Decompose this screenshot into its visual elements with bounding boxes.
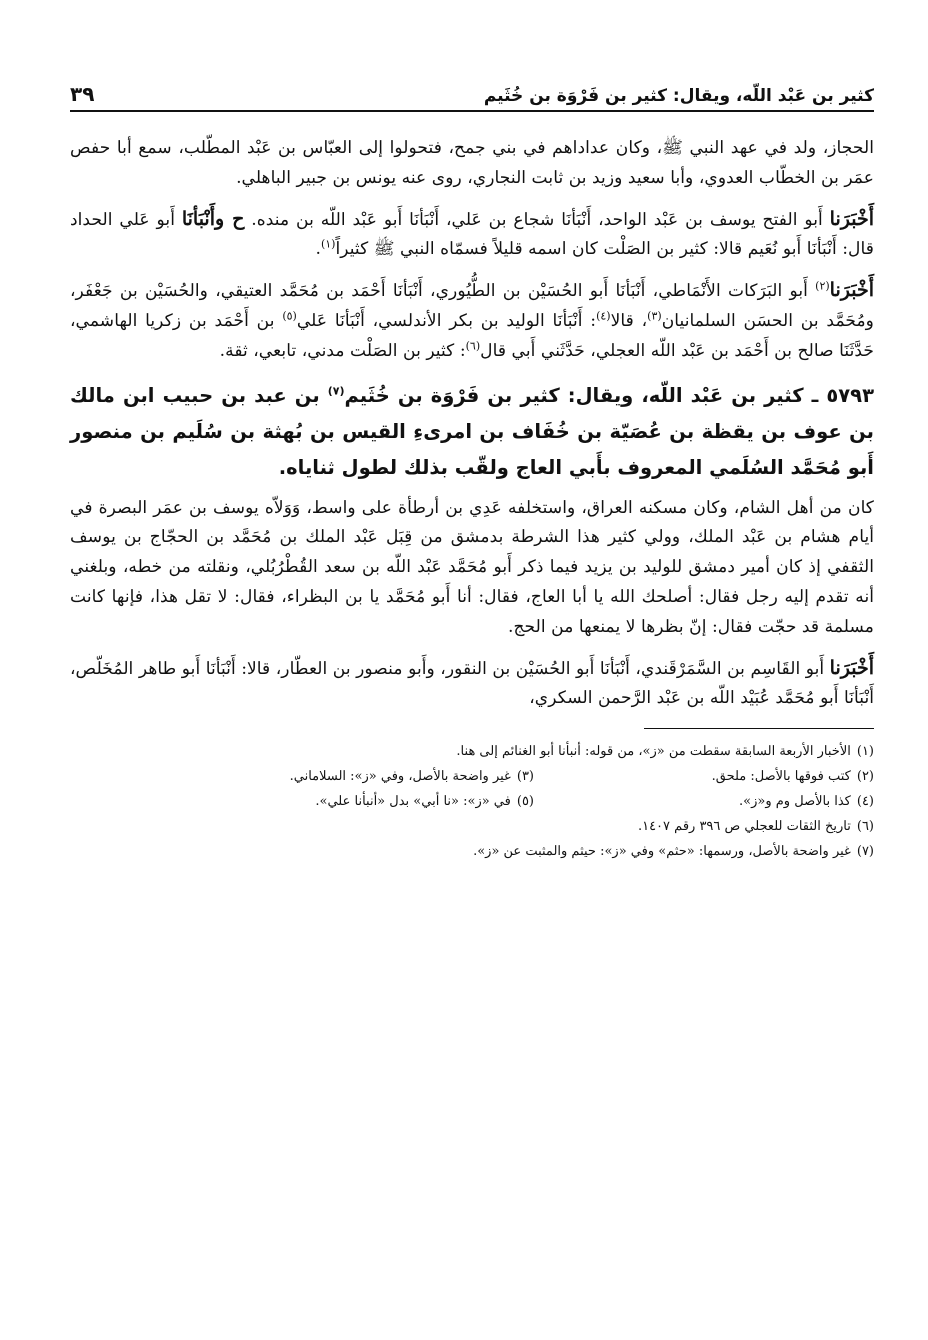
entry-title: ٥٧٩٣ ـ كثير بن عَبْد اللّه، ويقال: كثير بن فَرْوَة بن خُثَيم <box>344 383 874 407</box>
text-segment: أَبو القَاسِم بن السَّمَرْقَندي، أَنْبَأنَا أَبو الحُسَيْن بن النقور، وأَبو منصور بن العطّار، قالا: أَنْبَأنَا أَبو طاهر المُخَلّص، أَنْبَأنَا أَبو مُحَمَّد عُبَيْد اللّه بن عَبْد الرَّحمن السكري، <box>70 658 874 709</box>
footnote-ref-4[interactable]: (٤) <box>596 309 611 323</box>
text-segment: أَبو عَلي الحداد قال: أَنْبَأنَا أَبو نُعَيم قالا: كثير بن الصَلْت كان اسمه قليلاً فسمّاه النبي ﷺ كثيراً <box>70 209 874 260</box>
text-segment: : أَنْبَأنَا الوليد بن بكر الأندلسي، أَنْبَأنَا عَلي <box>296 310 597 331</box>
footnote-text: غير واضحة بالأصل، وفي «ز»: السلاماني. <box>289 769 511 785</box>
page-number: ٣٩ <box>70 82 95 106</box>
footnote-text: كذا بالأصل وم و«ز». <box>739 794 851 810</box>
footnotes <box>70 739 874 864</box>
paragraph-5 <box>70 654 874 715</box>
page-header <box>70 72 874 112</box>
keyword-akhbarana: أَخْبَرَنا <box>829 656 874 679</box>
footnote-number: (١) <box>856 744 874 760</box>
footnote-number: (٢) <box>856 769 874 785</box>
paragraph-4: كان من أهل الشام، وكان مسكنه العراق، واستخلفه عَدِي بن أرطأة على واسط، وَوَلاّه يوسف بن عمَر البصرة في أيام هشام بن عَبْد الملك، وولي كثير هذا الشرطة بدمشق من قِبَل عَبْد الملك بن مُحَمَّد بن الحجّاج بن يوسف الثقفي إذ كان أمير دمشق للوليد بن يزيد فيما ذكر أَبو مُحَمَّد عَبْد اللّه بن سعد القُطْرُبُلي، ونقلته من خطه، وبلغني أنه تقدم إليه رجل فقال: أصلحك الله يا أبا العاج، فقال: أنا أَبو مُحَمَّد يا بن البظراء، فقال: لا تقل هذا، فإنها كانت مسلمة قد حجّت فقال: إنّ بظرها لا يمنعها من الحج. <box>70 497 874 637</box>
footnote-text: في «ز»: «نا أبي» بدل «أنبأنا علي». <box>315 794 511 810</box>
footnote-2 <box>534 764 874 789</box>
footnote-row <box>70 764 874 789</box>
footnote-row <box>70 839 874 864</box>
footnote-text: غير واضحة بالأصل، ورسمها: «حثم» وفي «ز»: حيثم والمثبت عن «ز». <box>473 844 851 860</box>
main-text <box>70 134 874 714</box>
footnote-number: (٤) <box>856 794 874 810</box>
paragraph-1: الحجاز، ولد في عهد النبي ﷺ، وكان عداداهم في بني جمح، فتحولوا إلى العبّاس بن عَبْد المطّلب، سمع أبا حفص عمَر بن الخطّاب العدوي، وأبا سعيد وزيد بن ثابت النجاري، روى عنه يونس بن جبير الباهلي. <box>70 138 874 188</box>
footnote-number: (٥) <box>516 794 534 810</box>
footnote-ref-2[interactable]: (٢) <box>815 279 830 293</box>
text-segment: : كثير بن الصَلْت مدني، تابعي، ثقة. <box>219 340 466 361</box>
footnote-text: كتب فوقها بالأصل: ملحق. <box>711 769 851 785</box>
footnote-ref-5[interactable]: (٥) <box>282 309 297 323</box>
footnote-ref-7[interactable]: (٧) <box>327 384 345 398</box>
footnote-text: الأخبار الأربعة السابقة سقطت من «ز»، من قوله: أنبأنا أبو الغنائم إلى هنا. <box>456 744 851 760</box>
text-segment: أَبو البَرَكات الأَنْمَاطي، أَنْبَأنَا أَبو الحُسَيْن بن الطُّيُوري، أَنْبَأنَا أَحْمَد بن مُحَمَّد العتيقي، والحُسَيْن بن جَعْفَر، ومُحَمَّد بن الحسَن السلمانيان <box>70 281 874 331</box>
footnote-4 <box>534 789 874 814</box>
paragraph-2 <box>70 205 874 266</box>
entry-lineage: بن عبد بن حبيب ابن مالك بن عوف بن يقظة بن عُصَيّة بن خُفَاف بن امرىءِ القيس بن بُهثة بن سُلَيم بن منصور أَبو مُحَمَّد السُلَمي المعروف بأَبي العاج ولقّب بذلك لطول ثناياه. <box>70 383 874 479</box>
footnote-row <box>70 814 874 839</box>
footnote-row <box>70 789 874 814</box>
book-page <box>70 72 874 1300</box>
footnote-text: تاريخ الثقات للعجلي ص ٣٩٦ رقم ١٤٠٧. <box>637 819 851 835</box>
text-segment: بن أَحْمَد بن زكريا الهاشمي، حَدَّثَنَا صالح بن أَحْمَد بن عَبْد اللّه العجلي، حَدَّثَني أَبي قال <box>70 310 874 361</box>
footnote-1 <box>456 739 874 764</box>
text-segment: . <box>315 239 321 260</box>
entry-heading <box>70 378 874 486</box>
keyword-akhbarana: أَخْبَرَنا <box>829 279 874 302</box>
footnote-5 <box>315 789 534 814</box>
footnote-ref-1[interactable]: (١) <box>320 237 336 251</box>
footnote-number: (٧) <box>856 844 874 860</box>
running-title: كثير بن عَبْد اللّه، ويقال: كثير بن فَرْوَة بن خُثَيم <box>483 86 874 106</box>
paragraph-3 <box>70 276 874 366</box>
footnote-divider <box>644 728 874 729</box>
footnote-3 <box>290 764 534 789</box>
footnote-ref-6[interactable]: (٦) <box>465 339 481 353</box>
text-segment: ، قالا <box>610 310 648 331</box>
keyword-akhbarana: أَخْبَرَنا <box>829 207 874 230</box>
keyword-wa-anbaana: ح وأَنْبَأنَا <box>181 207 245 230</box>
footnote-number: (٣) <box>516 769 534 785</box>
text-segment: أَبو الفتح يوسف بن عَبْد الواحد، أَنْبَأنَا شجاع بن عَلي، أَنْبَأنَا أَبو عَبْد اللّه بن منده. <box>244 209 830 230</box>
footnote-number: (٦) <box>856 819 874 835</box>
footnote-row <box>70 739 874 764</box>
footnote-ref-3[interactable]: (٣) <box>647 309 662 323</box>
footnote-6 <box>638 814 874 839</box>
footnote-7 <box>473 839 874 864</box>
